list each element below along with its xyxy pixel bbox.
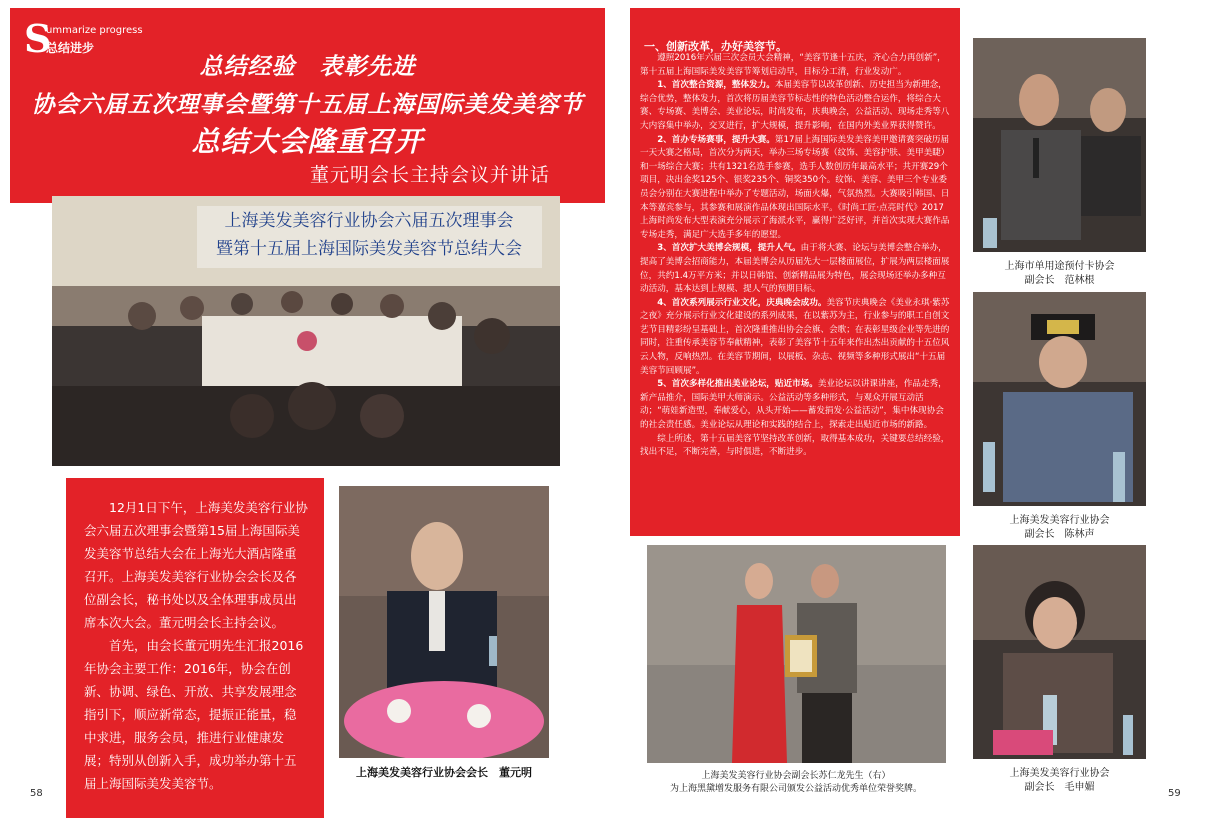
body-heading: 一、创新改革，办好美容节。 xyxy=(644,40,787,53)
body-item-5 xyxy=(640,378,952,432)
vice-president-2-caption-line1: 上海美发美容行业协会 xyxy=(1009,515,1110,526)
headline-line1: 总结经验 表彰先进 xyxy=(199,54,416,80)
backdrop-text-line2: 暨第十五届上海国际美发美容节总结大会 xyxy=(216,239,522,259)
body-item-2-text: 第17届上海国际美发美容美甲邀请赛突破历届一天大赛之格局，首次分为两天，举办三场专场赛（纹饰、美容护肤、美甲美睫）和一场综合大赛；共有1321名选手参赛，选手人数创历年最高水平；共开赛29个项目，决出金奖125个、银奖235个、铜奖350个。纹饰、美容、美甲三个专业委员会分别在大赛进程中举办了专题活动，场面火爆，气氛热烈。大赛吸引韩国、日本等嘉宾参与，其参赛和展演作品体现出国际水平。《时尚工匠·点亮时代》2017上海时尚发布大型表演充分展示了海派水平，赢得广泛好评，并首次实现大赛作品专场走秀，满足广大选手多年的愿望。 xyxy=(640,134,950,240)
vice-president-1-caption-line1: 上海市单用途预付卡协会 xyxy=(1004,261,1115,272)
body-item-4-title: 4、首次系列展示行业文化，庆典晚会成功。 xyxy=(657,297,827,308)
body-item-2-title: 2、首办专场赛事，提升大赛。 xyxy=(657,134,775,145)
intro-paragraph-1: 12月1日下午，上海美发美容行业协会六届五次理事会暨第15届上海国际美发美容节总结大会在上海光大酒店隆重召开。上海美发美容行业协会会长及各位副会长，秘书处以及全体理事成员出席本次大会。董元明会长主持会议。 xyxy=(84,500,308,630)
section-tag-english: ummarize progress xyxy=(46,25,143,36)
vice-president-photo-2 xyxy=(973,292,1146,506)
headline-line3: 总结大会隆重召开 xyxy=(191,125,424,158)
body-text-block xyxy=(630,8,960,536)
backdrop-text-line1: 上海美发美容行业协会六届五次理事会 xyxy=(224,211,514,231)
headline-line2: 协会六届五次理事会暨第十五届上海国际美发美容节 xyxy=(31,92,584,118)
page-number-right: 59 xyxy=(1168,788,1181,799)
intro-paragraph-2: 首先，由会长董元明先生汇报2016年协会主要工作：2016年，协会在创新、协调、绿色、开放、共享发展理念指引下，顺应新常态，提振正能量，稳中求进，服务会员，推进行业健康发展；特别从创新入手，成功举办第十五届上海国际美发美容节。 xyxy=(84,638,304,791)
vice-president-3-caption-line2: 副会长 毛申媚 xyxy=(1024,782,1095,793)
vice-president-2-caption-line2: 副会长 陈林声 xyxy=(1024,529,1095,540)
headline-banner xyxy=(10,8,605,203)
body-item-3 xyxy=(640,242,952,296)
body-intro-paragraph: 遵照2016年六届三次会员大会精神，“美容节逢十五庆，齐心合力再创新”，第十五届上海国际美发美容节筹划启动早，目标分工清，行业发动广。 xyxy=(640,53,946,77)
body-item-4-text: 美容节庆典晚会《美业永琪·紫苏之夜》充分展示行业文化建设的系列成果，在以紫苏为主，行业参与的职工自创文艺节目精彩纷呈基础上，首次隆重推出协会会旗、会歌；在表彰星级企业等先进的同时，注重传承美容节奉献精神，表彰了美容节十五年来作出杰出贡献的十五位风云人物，反响热烈。在美容节期间，以展板、杂志、视频等多种形式展出“十五届美容节回顾展”。 xyxy=(640,297,950,376)
chairman-photo xyxy=(339,486,549,758)
body-item-5-text: 美业论坛以讲课讲座，作品走秀，新产品推介，国际美甲大师演示。公益活动等多种形式，与观众开展互动活动；“萌娃新造型，奉献爱心，从头开始——蓄发捐发·公益活动”，集中体现协会的社会责任感。美业论坛从理论和实践的结合上，探索走出贴近市场的新路。 xyxy=(640,379,947,431)
vice-president-1-caption-line2: 副会长 范林根 xyxy=(1024,275,1095,286)
section-tag-letter: S xyxy=(24,16,52,61)
vice-president-photo-3 xyxy=(973,545,1146,759)
chairman-caption: 上海美发美容行业协会会长 董元明 xyxy=(356,766,532,779)
page-number-left: 58 xyxy=(30,788,43,799)
section-tag-chinese: 总结进步 xyxy=(46,41,95,55)
conference-photo xyxy=(52,196,560,466)
body-closing-paragraph: 综上所述，第十五届美容节坚持改革创新，取得基本成功，关键要总结经验，找出不足，不断完善，与时俱进，不断进步。 xyxy=(640,433,950,458)
body-item-1-text: 本届美容节以改革创新、历史担当为新理念，综合优势，整体发力，首次将历届美容节标志性的特色活动整合运作，将综合大赛、专场赛、美博会、美业论坛，时尚发布，庆典晚会，公益活动、现场走秀等八大内容集中举办，交叉进行，扩大规模，提升影响，在国内外美业界获得赞许。 xyxy=(640,80,950,131)
vice-president-photo-1 xyxy=(973,38,1146,252)
headline-subtitle: 董元明会长主持会议并讲话 xyxy=(310,164,551,186)
award-caption-line2: 为上海黑黛增发服务有限公司颁发公益活动优秀单位荣誉奖牌。 xyxy=(669,784,922,794)
body-item-1 xyxy=(640,79,952,133)
award-photo xyxy=(647,545,946,763)
award-caption-line1: 上海美发美容行业协会副会长苏仁龙先生（右） xyxy=(701,771,891,781)
body-item-2 xyxy=(640,134,952,243)
body-item-1-title: 1、首次整合资源，整体发力。 xyxy=(657,80,775,91)
intro-text-box xyxy=(66,478,324,818)
body-item-3-title: 3、首次扩大美博会规模，提升人气。 xyxy=(657,243,801,254)
body-item-4 xyxy=(640,297,952,379)
body-item-5-title: 5、首次多样化推出美业论坛，贴近市场。 xyxy=(657,379,818,390)
vice-president-3-caption-line1: 上海美发美容行业协会 xyxy=(1009,768,1110,779)
body-item-3-text: 由于将大赛、论坛与美博会整合举办，提高了美博会招商能力，本届美博会从历届先大一层楼面展位，扩展为两层楼面展位，共约1.4万平方米；并以日韩馆、创新精品展为特色，展会现场还举办多种互动活动，基本达到上规模、提人气的预期目标。 xyxy=(640,243,950,295)
